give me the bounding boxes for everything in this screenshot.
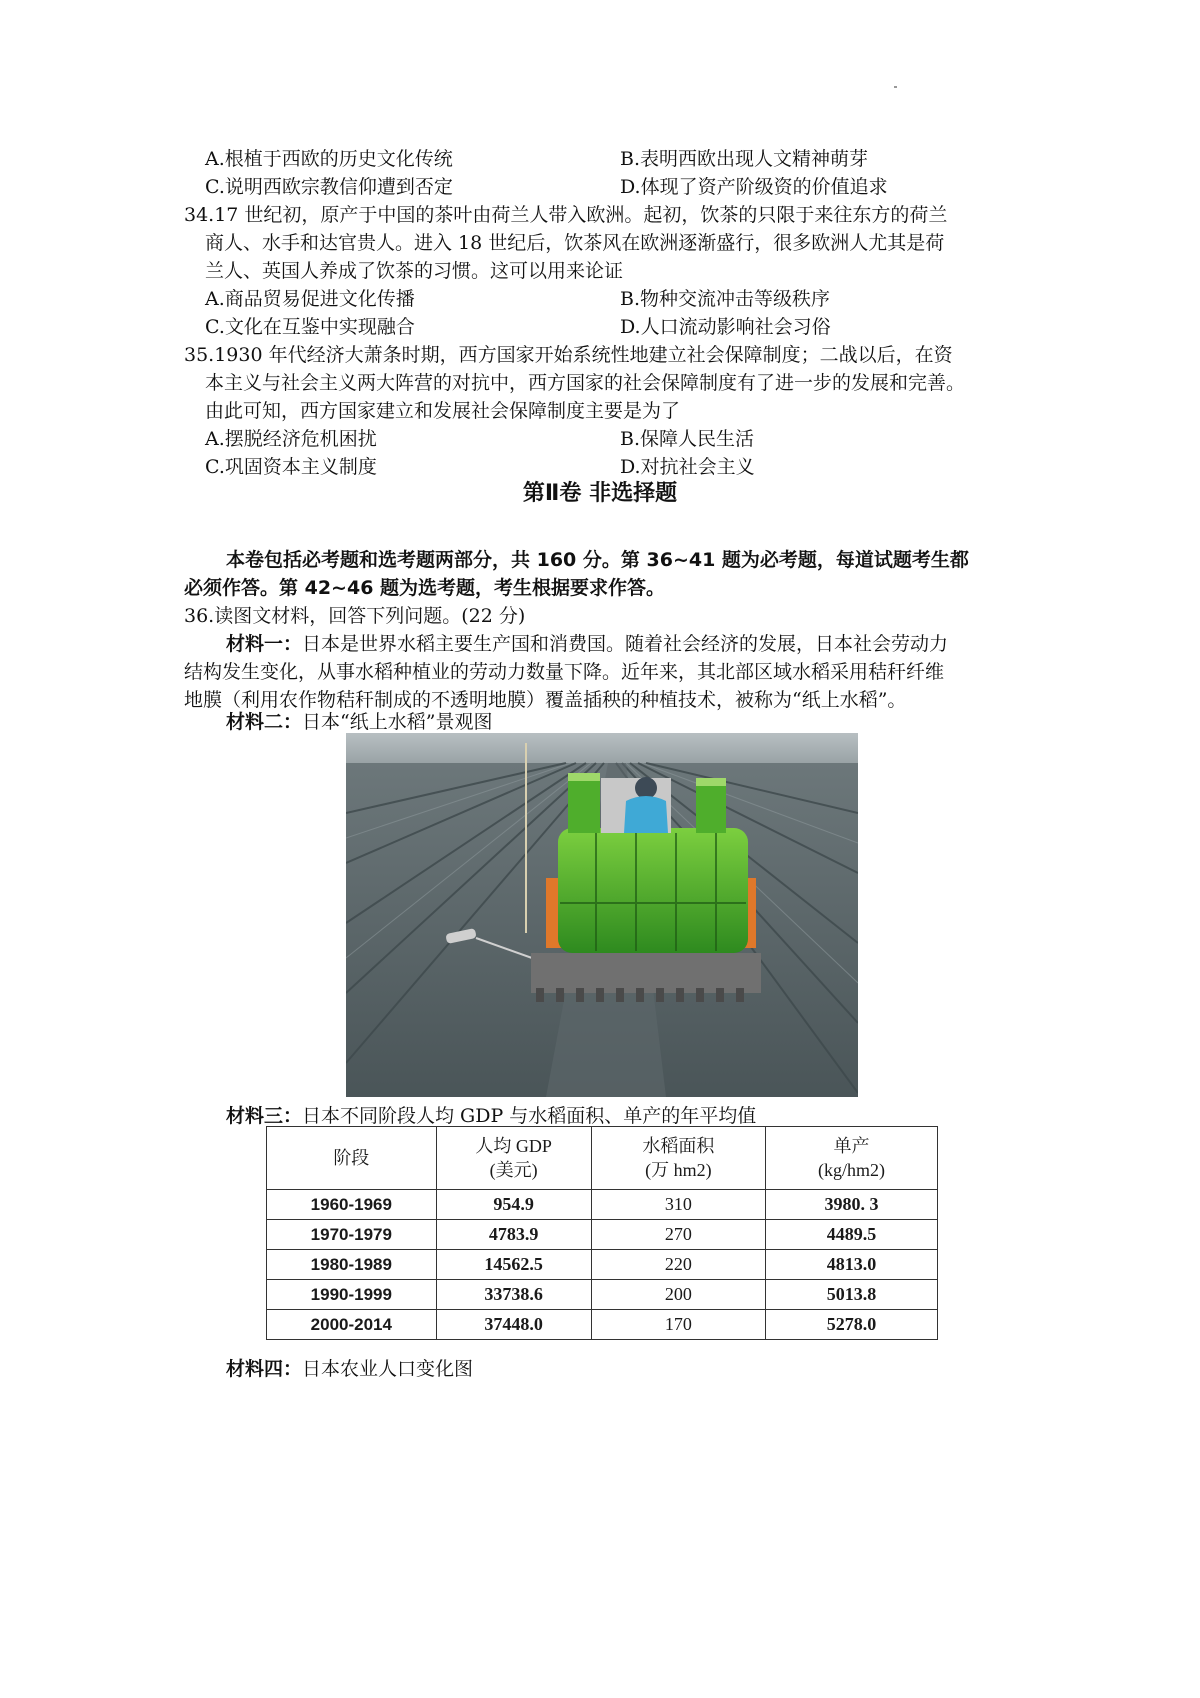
scan-speck [894, 86, 897, 88]
cell-yield: 5278.0 [766, 1310, 938, 1340]
header-yield [766, 1127, 938, 1190]
q34-option-c: C.文化在互鉴中实现融合 [205, 316, 415, 338]
cell-area: 310 [591, 1190, 766, 1220]
cell-gdp: 4783.9 [436, 1220, 591, 1250]
table-header-row [267, 1127, 938, 1190]
cell-gdp: 33738.6 [436, 1280, 591, 1310]
header-area-line-1: 水稻面积 [642, 1136, 715, 1156]
q35-option-d: D.对抗社会主义 [620, 456, 755, 478]
paper-rice-landscape-photo [346, 733, 858, 1097]
material-1-line-1 [226, 630, 948, 658]
table-row [267, 1310, 938, 1340]
header-gdp [436, 1127, 591, 1190]
table-row [267, 1250, 938, 1280]
q34-option-d: D.人口流动影响社会习俗 [620, 316, 831, 338]
cell-period: 2000-2014 [267, 1310, 437, 1340]
material-2-caption [226, 708, 492, 736]
cell-period: 1990-1999 [267, 1280, 437, 1310]
cell-yield: 4813.0 [766, 1250, 938, 1280]
material-1-text: 日本是世界水稻主要生产国和消费国。随着社会经济的发展，日本社会劳动力 [302, 633, 949, 655]
q35-option-c: C.巩固资本主义制度 [205, 456, 377, 478]
q34-stem-line-2: 商人、水手和达官贵人。进入 18 世纪后，饮茶风在欧洲逐渐盛行，很多欧洲人尤其是荷 [205, 232, 945, 254]
cell-yield: 4489.5 [766, 1220, 938, 1250]
material-3-label: 材料三： [226, 1105, 303, 1127]
cell-gdp: 37448.0 [436, 1310, 591, 1340]
gdp-rice-table [266, 1126, 938, 1340]
material-2-label: 材料二： [226, 711, 303, 733]
material-4-label: 材料四： [226, 1358, 303, 1380]
table-row [267, 1220, 938, 1250]
material-1-line-3: 地膜（利用农作物秸秆制成的不透明地膜）覆盖插秧的种植技术，被称为“纸上水稻”。 [184, 689, 907, 711]
cell-area: 270 [591, 1220, 766, 1250]
cell-yield: 5013.8 [766, 1280, 938, 1310]
material-2-text: 日本“纸上水稻”景观图 [302, 711, 493, 733]
q33-option-d: D.体现了资产阶级资的价值追求 [620, 176, 888, 198]
section-intro-line-2: 必须作答。第 42~46 题为选考题，考生根据要求作答。 [184, 577, 666, 599]
header-gdp-line-2: (美元) [489, 1160, 538, 1180]
material-1-label: 材料一： [226, 633, 303, 655]
header-gdp-line-1: 人均 GDP [475, 1136, 552, 1156]
section-intro-line-1: 本卷包括必考题和选考题两部分，共 160 分。第 36~41 题为必考题，每道试题考生都 [226, 549, 969, 571]
q35-stem-line-3: 由此可知，西方国家建立和发展社会保障制度主要是为了 [205, 400, 681, 422]
cell-yield: 3980. 3 [766, 1190, 938, 1220]
material-1-line-2: 结构发生变化，从事水稻种植业的劳动力数量下降。近年来，其北部区域水稻采用秸秆纤维 [184, 661, 945, 683]
table-row [267, 1280, 938, 1310]
material-4-text: 日本农业人口变化图 [302, 1358, 474, 1380]
q33-option-b: B.表明西欧出现人文精神萌芽 [620, 148, 869, 170]
header-yield-line-2: (kg/hm2) [818, 1160, 886, 1180]
q35-option-b: B.保障人民生活 [620, 428, 755, 450]
header-period: 阶段 [267, 1127, 437, 1190]
section-title: 第Ⅱ卷 非选择题 [522, 481, 678, 506]
cell-area: 220 [591, 1250, 766, 1280]
q35-option-a: A.摆脱经济危机困扰 [205, 428, 377, 450]
header-yield-line-1: 单产 [833, 1136, 870, 1156]
table-row [267, 1190, 938, 1220]
cell-gdp: 14562.5 [436, 1250, 591, 1280]
q34-option-a: A.商品贸易促进文化传播 [205, 288, 415, 310]
q33-option-a: A.根植于西欧的历史文化传统 [205, 148, 453, 170]
q34-option-b: B.物种交流冲击等级秩序 [620, 288, 831, 310]
material-3-text: 日本不同阶段人均 GDP 与水稻面积、单产的年平均值 [302, 1105, 757, 1127]
q34-stem-line-3: 兰人、英国人养成了饮茶的习惯。这可以用来论证 [205, 260, 624, 282]
cell-period: 1960-1969 [267, 1190, 437, 1220]
q35-stem-line-2: 本主义与社会主义两大阵营的对抗中，西方国家的社会保障制度有了进一步的发展和完善。 [205, 372, 966, 394]
cell-gdp: 954.9 [436, 1190, 591, 1220]
q36-stem: 36.读图文材料，回答下列问题。(22 分) [184, 605, 526, 627]
cell-area: 170 [591, 1310, 766, 1340]
header-area-line-2: (万 hm2) [645, 1160, 712, 1180]
q34-stem-line-1: 34.17 世纪初，原产于中国的茶叶由荷兰人带入欧洲。起初，饮茶的只限于来往东方的荷兰 [184, 204, 948, 226]
q33-option-c: C.说明西欧宗教信仰遭到否定 [205, 176, 453, 198]
cell-area: 200 [591, 1280, 766, 1310]
cell-period: 1970-1979 [267, 1220, 437, 1250]
material-4-caption [226, 1355, 473, 1383]
q35-stem-line-1: 35.1930 年代经济大萧条时期，西方国家开始系统性地建立社会保障制度；二战以后，在资 [184, 344, 953, 366]
header-area [591, 1127, 766, 1190]
cell-period: 1980-1989 [267, 1250, 437, 1280]
